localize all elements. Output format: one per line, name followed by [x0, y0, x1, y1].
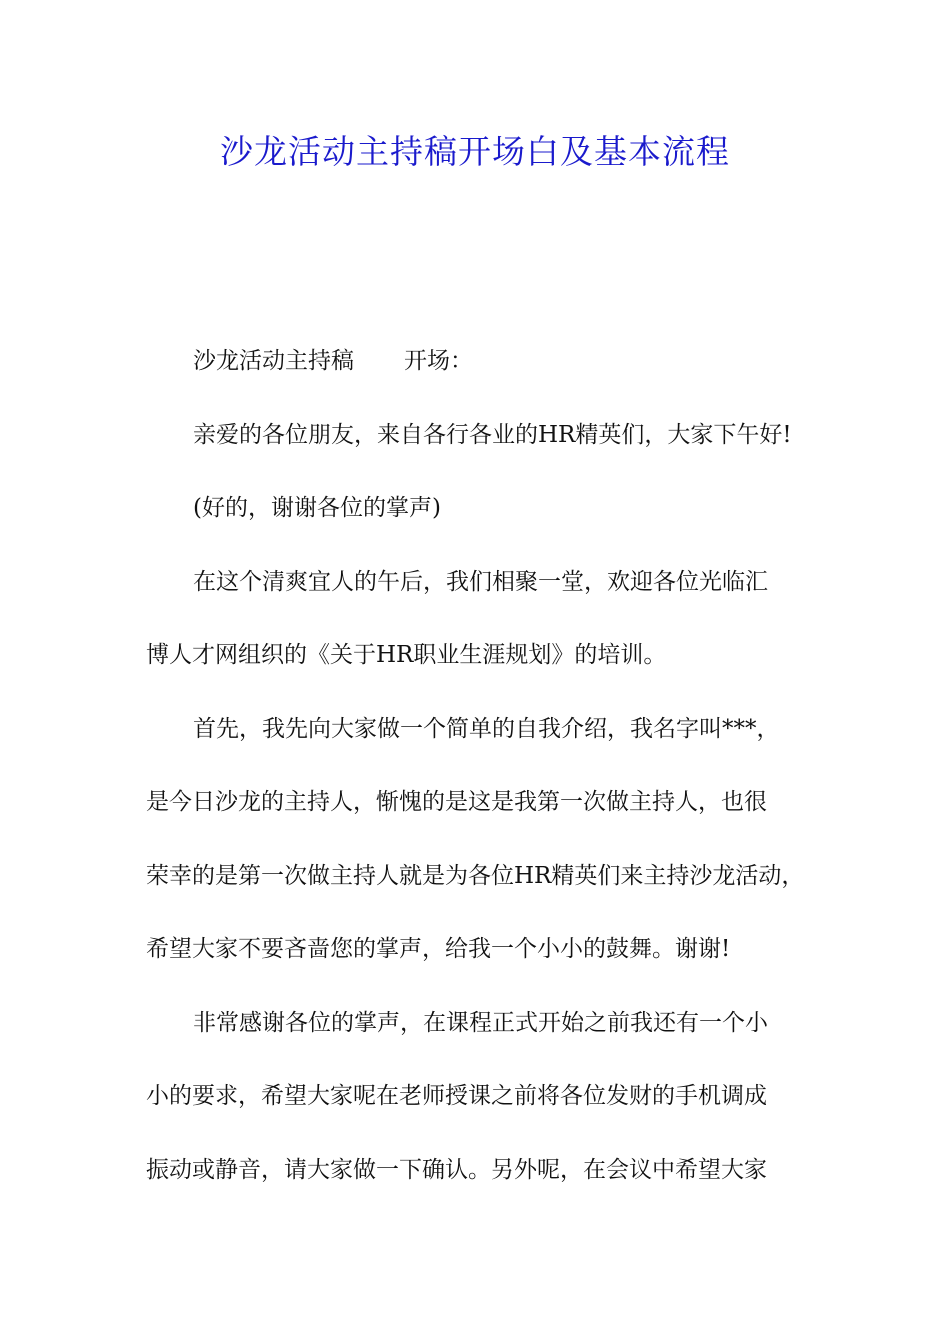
heading-line [146, 338, 836, 412]
paragraph-line: 首先，我先向大家做一个简单的自我介绍，我名字叫***， [193, 715, 780, 742]
paragraph-line: 希望大家不要吝啬您的掌声，给我一个小小的鼓舞。谢谢! [146, 936, 731, 962]
document-body [146, 338, 836, 1220]
paragraph-line: 振动或静音，请大家做一下确认。另外呢，在会议中希望大家 [146, 1156, 767, 1183]
paragraph-line: 是今日沙龙的主持人，惭愧的是这是我第一次做主持人，也很 [146, 789, 767, 815]
paragraph-line: 在这个清爽宜人的午后，我们相聚一堂，欢迎各位光临汇 [193, 568, 768, 595]
document-title: 沙龙活动主持稿开场白及基本流程 [220, 132, 730, 171]
paragraph-line: 博人才网组织的《关于HR职业生涯规划》的培训。 [146, 642, 667, 668]
paragraph-line: (好的，谢谢各位的掌声) [193, 495, 441, 521]
heading-label: 沙龙活动主持稿 [193, 348, 354, 374]
paragraph-line: 亲爱的各位朋友，来自各行各业的HR精英们，大家下午好! [193, 421, 792, 448]
heading-section: 开场： [404, 348, 473, 374]
paragraph-line: 小的要求，希望大家呢在老师授课之前将各位发财的手机调成 [146, 1083, 767, 1109]
paragraph-line: 荣幸的是第一次做主持人就是为各位HR精英们来主持沙龙活动， [146, 862, 805, 889]
paragraph-line: 非常感谢各位的掌声，在课程正式开始之前我还有一个小 [193, 1009, 768, 1036]
